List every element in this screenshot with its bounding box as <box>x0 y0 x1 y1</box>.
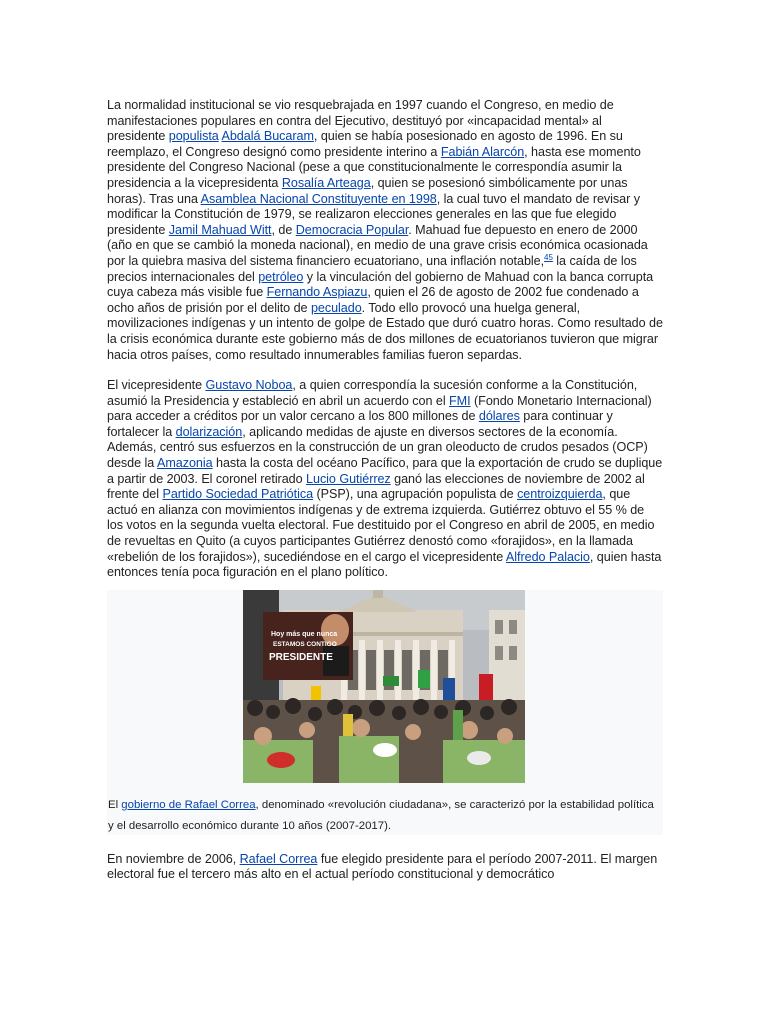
paragraph-crisis-1997 <box>107 98 663 363</box>
text-run: La normalidad institucional se vio resquebrajada en 1997 cuando el Congreso, en medio de manifestaciones populares en contra del Ejecutivo, destituyó por «incapacidad mental» al presidente <box>107 98 614 144</box>
text-run: . Mahuad fue depuesto en enero de 2000 (año en que se cambió la moneda nacional), en medio de una grave crisis económica ocasionada por la quiebra masiva del sistema financiero ecuatoriano, una inflación notable, <box>107 222 648 268</box>
link-dolares[interactable]: dólares <box>478 409 520 424</box>
text-run: , a quien correspondía la sucesión conforme a la Constitución, asumió la Presidencia y estableció en abril un acuerdo con el <box>107 378 638 408</box>
link-gobierno-rafael-correa[interactable]: gobierno de Rafael Correa <box>121 798 256 811</box>
paragraph-correa-2006 <box>107 852 663 883</box>
link-fmi[interactable]: FMI <box>449 393 471 408</box>
link-gustavo-noboa[interactable]: Gustavo Noboa <box>205 378 293 393</box>
banner-text-line3: PRESIDENTE <box>269 651 333 663</box>
link-democracia-popular[interactable]: Democracia Popular <box>295 222 409 237</box>
text-run: , que actuó en alianza con movimientos indígenas y de extrema izquierda. Gutiérrez obtuvo el 55 % de los votos en la segunda vuelta electoral. Fue destituido por el Congreso en abril de 2005, en medio de revueltas en Quito (a cuyos participantes Gutiérrez denostó como «forajidos», en la llamada «rebelión de los forajidos»), sucediéndose en el cargo el vicepresidente <box>107 487 655 564</box>
link-amazonia[interactable]: Amazonia <box>156 456 213 471</box>
text-run: (PSP), una agrupación populista de <box>313 487 518 502</box>
text-run: . Todo ello provocó una huelga general, movilizaciones indígenas y un intento de golpe de Estado que duró cuatro horas. Como resultado de la crisis económica durante este gobierno más de dos millones de ecuatorianos tuvieron que migrar hacia otros países, como resultado innumerables familias fueron separdas. <box>107 300 663 362</box>
banner-text-line2: ESTAMOS CONTIGO <box>273 640 337 648</box>
link-abdala-bucaram[interactable]: Abdalá Bucaram <box>221 129 314 144</box>
link-rosalia-arteaga[interactable]: Rosalía Arteaga <box>281 175 371 190</box>
text-run: , quien se había posesionado en agosto de 1996. En su reemplazo, el Congreso designó como presidente interino a <box>107 129 623 159</box>
protest-photo[interactable] <box>243 590 525 783</box>
link-jamil-mahuad[interactable]: Jamil Mahuad Witt <box>168 222 272 237</box>
text-run: y la vinculación del gobierno de Mahuad con la banca corrupta cuya cabeza más visible fue <box>107 269 654 300</box>
link-populista[interactable]: populista <box>168 129 219 144</box>
text-run: , hasta ese momento presidente del Congreso Nacional (pese a que constitucionalmente le correspondía asumir la presidencia a la vicepresidenta <box>107 144 641 190</box>
text-run: En noviembre de 2006, <box>107 851 240 866</box>
text-run: , la cual tuvo el mandato de revisar y modificar la Constitución de 1979, se realizaron elecciones generales en las que fue elegido presidente <box>107 191 640 237</box>
text-run: la caída de los precios internacionales del <box>107 253 637 284</box>
text-run: , de <box>271 222 296 237</box>
link-lucio-gutierrez[interactable]: Lucio Gutiérrez <box>306 471 391 486</box>
link-partido-sociedad-patriotica[interactable]: Partido Sociedad Patriótica <box>162 487 314 502</box>
photo-illustration <box>243 590 525 783</box>
link-asamblea-constituyente[interactable]: Asamblea Nacional Constituyente en 1998 <box>200 191 437 206</box>
text-run: (Fondo Monetario Internacional) para acceder a créditos por un valor cercano a los 800 millones de <box>107 393 652 424</box>
article-body <box>107 98 663 883</box>
caption-text: El <box>108 798 122 811</box>
caption-text: , denominado «revolución ciudadana», se caracterizó por la estabilidad política y el desarrollo económico durante 10 años (2007-2017). <box>108 798 654 833</box>
text-run: , quien hasta entonces tenía poca figuración en el plano político. <box>107 549 662 580</box>
text-run: ganó las elecciones de noviembre de 2002 al frente del <box>107 471 645 502</box>
link-rafael-correa[interactable]: Rafael Correa <box>239 851 318 866</box>
link-alfredo-palacio[interactable]: Alfredo Palacio <box>505 549 590 564</box>
reference-45[interactable]: 45 <box>544 252 553 262</box>
figure-caption <box>108 795 658 838</box>
link-fernando-aspiazu[interactable]: Fernando Aspiazu <box>266 285 368 300</box>
figure-rafael-correa <box>107 590 663 835</box>
text-run: hasta la costa del océano Pacífico, para que la exportación de crudo se duplique a partir de 2003. El coronel retirado <box>107 456 663 486</box>
link-petroleo[interactable]: petróleo <box>258 269 304 284</box>
text-run: El vicepresidente <box>107 378 206 393</box>
text-run: , quien el 26 de agosto de 2002 fue condenado a ocho años de prisión por el delito de <box>107 285 639 315</box>
paragraph-noboa-gutierrez <box>107 378 663 581</box>
link-centroizquierda[interactable]: centroizquierda <box>517 487 603 502</box>
text-run: para continuar y fortalecer la <box>107 409 613 439</box>
text-run: , aplicando medidas de ajuste en diversos sectores de la economía. Además, centró sus esfuerzos en la construcción de un gran oleoducto de crudos pesados (OCP) desde la <box>107 424 648 471</box>
text-run: fue elegido presidente para el período 2007-2011. El margen electoral fue el tercero más alto en el actual período constitucional y democrático <box>107 851 658 882</box>
link-fabian-alarcon[interactable]: Fabián Alarcón <box>440 144 525 159</box>
link-peculado[interactable]: peculado <box>310 300 362 315</box>
link-dolarizacion[interactable]: dolarización <box>175 424 243 439</box>
text-run: , quien se posesionó simbólicamente por unas horas). Tras una <box>107 175 628 206</box>
banner-text-line1: Hoy más que nunca <box>271 630 338 638</box>
